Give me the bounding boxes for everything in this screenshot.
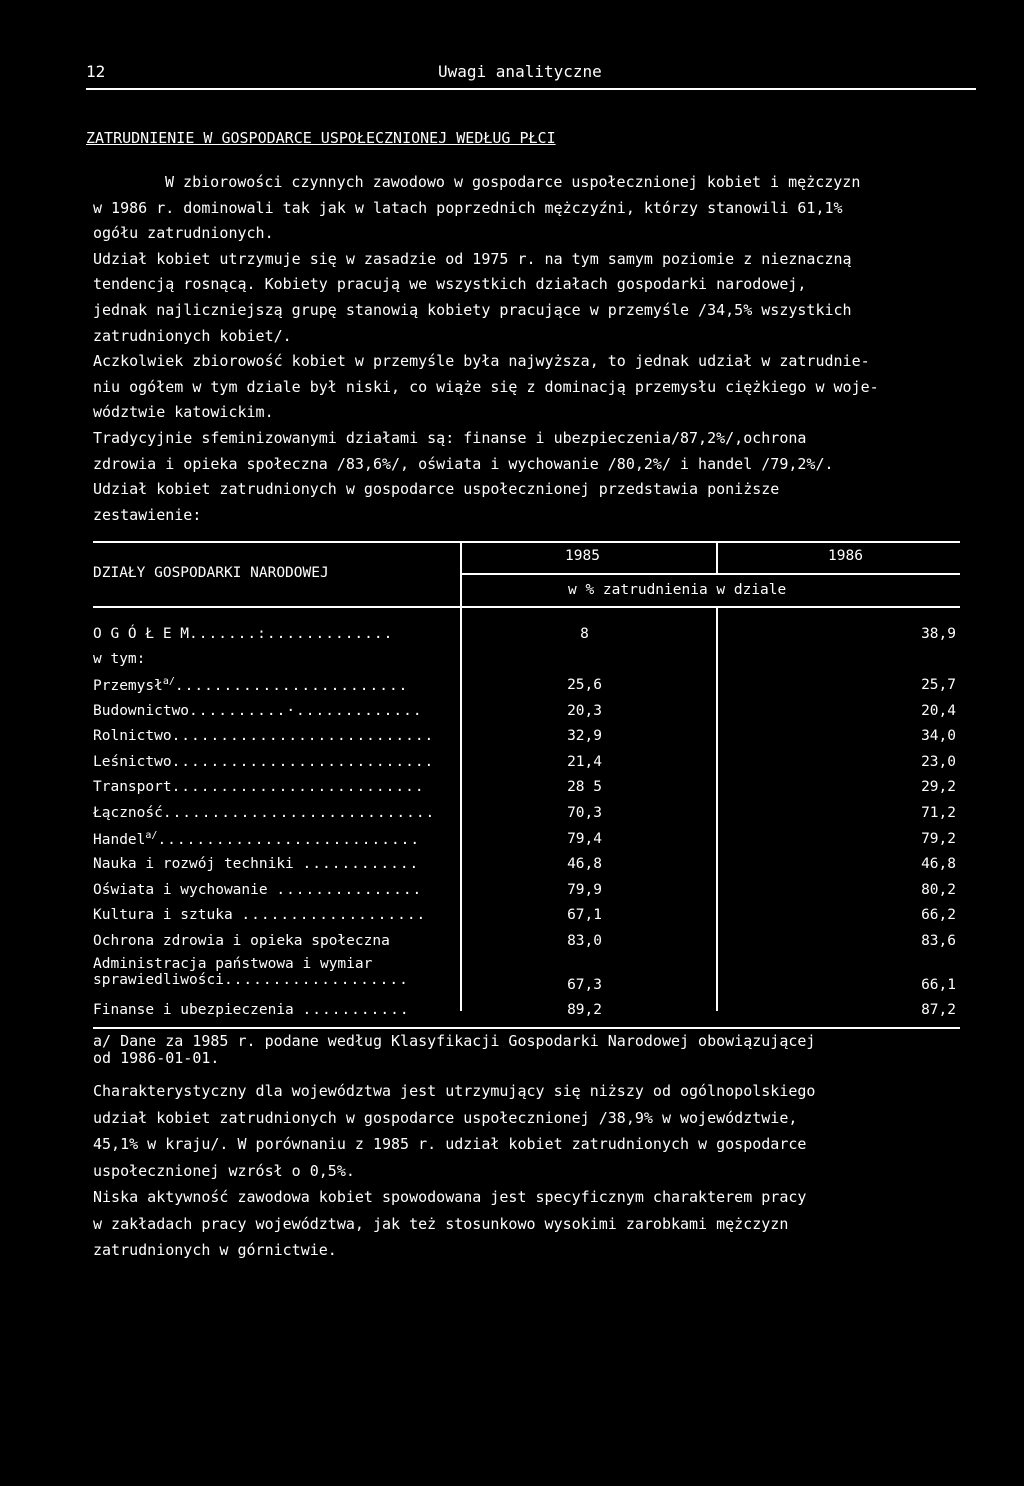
table-row [93, 954, 960, 972]
text-line: zatrudnionych w górnictwie. [93, 1241, 337, 1259]
value-1985: 67,1 [567, 907, 602, 924]
value-1985: 8 [580, 625, 589, 642]
value-1985 [475, 647, 695, 673]
value-1985: 46,8 [567, 856, 602, 873]
value-1986: 66,2 [921, 907, 956, 924]
value-1985: 70,3 [567, 804, 602, 821]
text-line: w zakładach pracy województwa, jak też stosunkowo wysokimi zarobkami mężczyzn [93, 1214, 789, 1233]
running-title: Uwagi analityczne [438, 62, 602, 81]
row-label: w tym: [93, 651, 146, 668]
value-1986: 29,2 [921, 779, 956, 796]
value-1986: 71,2 [921, 804, 956, 821]
leader-dots: .......:............. [189, 625, 394, 642]
value-1985: 79,4 [567, 830, 602, 847]
leader-dots: ............ [302, 856, 420, 873]
leader-dots: ........................ [174, 677, 409, 694]
table-row [93, 972, 960, 998]
table-row [93, 877, 960, 903]
row-label: Łączność [93, 804, 163, 821]
value-1985: 25,6 [567, 676, 602, 693]
row-label: Finanse i ubezpieczenia [93, 1002, 294, 1019]
table-divider-year [716, 541, 718, 573]
table-row [93, 997, 960, 1023]
value-1986: 38,9 [921, 625, 956, 642]
value-1986: 25,7 [921, 676, 956, 693]
row-label: Budownictwo [93, 702, 190, 719]
value-1986: 46,8 [921, 856, 956, 873]
header-rule [86, 88, 976, 90]
text-line: tendencją rosnącą. Kobiety pracują we wszystkich działach gospodarki narodowej, [93, 275, 807, 294]
text-line: jednak najliczniejszą grupę stanowią kobiety pracujące w przemyśle /34,5% wszystkich [93, 300, 852, 319]
footnote-line: a/ Dane za 1985 r. podane według Klasyfikacji Gospodarki Narodowej obowiązującej [93, 1032, 816, 1050]
footnote-marker: a/ [145, 829, 158, 841]
row-label: Ochrona zdrowia i opieka społeczna [93, 932, 390, 949]
table-row [93, 647, 960, 673]
closing-paragraph [93, 1078, 973, 1264]
table-row [93, 903, 960, 929]
text-line: Udział kobiet utrzymuje się w zasadzie od 1975 r. na tym samym poziomie z nieznaczną [93, 249, 852, 268]
value-1986: 83,6 [921, 932, 956, 949]
table-row [93, 851, 960, 877]
table-row [93, 800, 960, 826]
table-top-rule [93, 541, 960, 543]
row-label: O G Ó Ł E M [93, 625, 190, 642]
row-label: Przemysł [93, 677, 163, 694]
table-year-1985: 1985 [565, 548, 600, 564]
intro-paragraph [93, 170, 973, 528]
table-bottom-rule [93, 1027, 960, 1029]
table-header-label: DZIAŁY GOSPODARKI NARODOWEJ [93, 565, 329, 581]
value-1985: 83,0 [567, 932, 602, 949]
value-1985: 20,3 [567, 702, 602, 719]
text-line: zatrudnionych kobiet/. [93, 326, 292, 345]
text-line: niu ogółem w tym dziale był niski, co wiąże się z dominacją przemysłu ciężkiego w woje- [93, 377, 879, 396]
value-1986: 79,2 [921, 830, 956, 847]
leader-dots: ................... [241, 907, 427, 924]
page-number: 12 [86, 62, 106, 81]
row-label: Oświata i wychowanie [93, 881, 268, 898]
value-1986: 66,1 [921, 976, 956, 993]
footnote [93, 1033, 973, 1067]
row-label: Administracja państwowa i wymiar [93, 955, 373, 972]
footnote-marker: a/ [162, 676, 175, 688]
table-row [93, 698, 960, 724]
table-row [93, 621, 960, 647]
leader-dots: ............... [276, 881, 423, 898]
text-line: Charakterystyczny dla województwa jest utrzymujący się niższy od ogólnopolskiego [93, 1082, 816, 1100]
text-line: W zbiorowości czynnych zawodowo w gospodarce uspołecznionej kobiet i mężczyzn [165, 173, 861, 191]
table-subheader-rule [460, 573, 960, 575]
employment-table [93, 621, 960, 1023]
row-label: sprawiedliwości [93, 971, 224, 988]
leader-dots: ................... [223, 971, 409, 988]
section-heading: ZATRUDNIENIE W GOSPODARCE USPOŁECZNIONEJ WEDŁUG PŁCI [86, 129, 556, 147]
text-line: ogółu zatrudnionych. [93, 224, 274, 243]
row-label: Rolnictwo [93, 728, 172, 745]
text-line: zestawienie: [93, 505, 202, 524]
text-line: Niska aktywność zawodowa kobiet spowodowana jest specyficznym charakterem pracy [93, 1188, 807, 1206]
row-label: Transport [93, 779, 172, 796]
row-label: Nauka i rozwój techniki [93, 856, 294, 873]
table-year-1986: 1986 [828, 548, 863, 564]
footnote-line: od 1986-01-01. [93, 1049, 220, 1067]
row-label: Kultura i sztuka [93, 907, 233, 924]
value-1985: 67,3 [567, 976, 602, 993]
table-row [93, 928, 960, 954]
text-line: wództwie katowickim. [93, 403, 274, 422]
value-1985: 89,2 [567, 1002, 602, 1019]
table-row [93, 672, 960, 698]
table-row [93, 723, 960, 749]
table-row [93, 826, 960, 852]
value-1986: 23,0 [921, 753, 956, 770]
text-line: Udział kobiet zatrudnionych w gospodarce uspołecznionej przedstawia poniższe [93, 480, 780, 499]
leader-dots: ........... [302, 1002, 410, 1019]
table-header-bottom-rule [93, 606, 960, 608]
text-line: 45,1% w kraju/. W porównaniu z 1985 r. udział kobiet zatrudnionych w gospodarce [93, 1135, 807, 1153]
text-line: zdrowia i opieka społeczna /83,6%/, oświata i wychowanie /80,2%/ i handel /79,2%/. [93, 454, 834, 473]
text-line: uspołecznionej wzrósł o 0,5%. [93, 1161, 355, 1180]
leader-dots: ........................... [171, 728, 435, 745]
value-1985: 79,9 [567, 881, 602, 898]
value-1985: 32,9 [567, 728, 602, 745]
row-label: Leśnictwo [93, 753, 172, 770]
text-line: udział kobiet zatrudnionych w gospodarce uspołecznionej /38,9% w województwie, [93, 1108, 798, 1127]
value-1985: 21,4 [567, 753, 602, 770]
text-line: w 1986 r. dominowali tak jak w latach poprzednich mężczyźni, którzy stanowili 61,1% [93, 198, 843, 217]
leader-dots: ............................ [162, 804, 436, 821]
row-label: Handel [93, 831, 146, 848]
text-line: Tradycyjnie sfeminizowanymi działami są: finanse i ubezpieczenia/87,2%/,ochrona [93, 428, 807, 447]
table-row [93, 775, 960, 801]
table-unit-label: w % zatrudnienia w dziale [568, 582, 787, 598]
leader-dots: ........................... [157, 831, 421, 848]
value-1986: 80,2 [921, 881, 956, 898]
leader-dots: .......................... [171, 779, 425, 796]
text-line: Aczkolwiek zbiorowość kobiet w przemyśle była najwyższa, to jednak udział w zatrudnie- [93, 352, 870, 371]
leader-dots: ..........·............. [189, 702, 423, 719]
value-1985 [475, 954, 695, 972]
leader-dots: ........................... [171, 753, 435, 770]
value-1986 [694, 954, 960, 972]
value-1986: 34,0 [921, 728, 956, 745]
value-1986: 20,4 [921, 702, 956, 719]
table-row [93, 749, 960, 775]
value-1985: 28 5 [567, 779, 602, 796]
value-1986: 87,2 [921, 1002, 956, 1019]
value-1986 [694, 647, 960, 673]
